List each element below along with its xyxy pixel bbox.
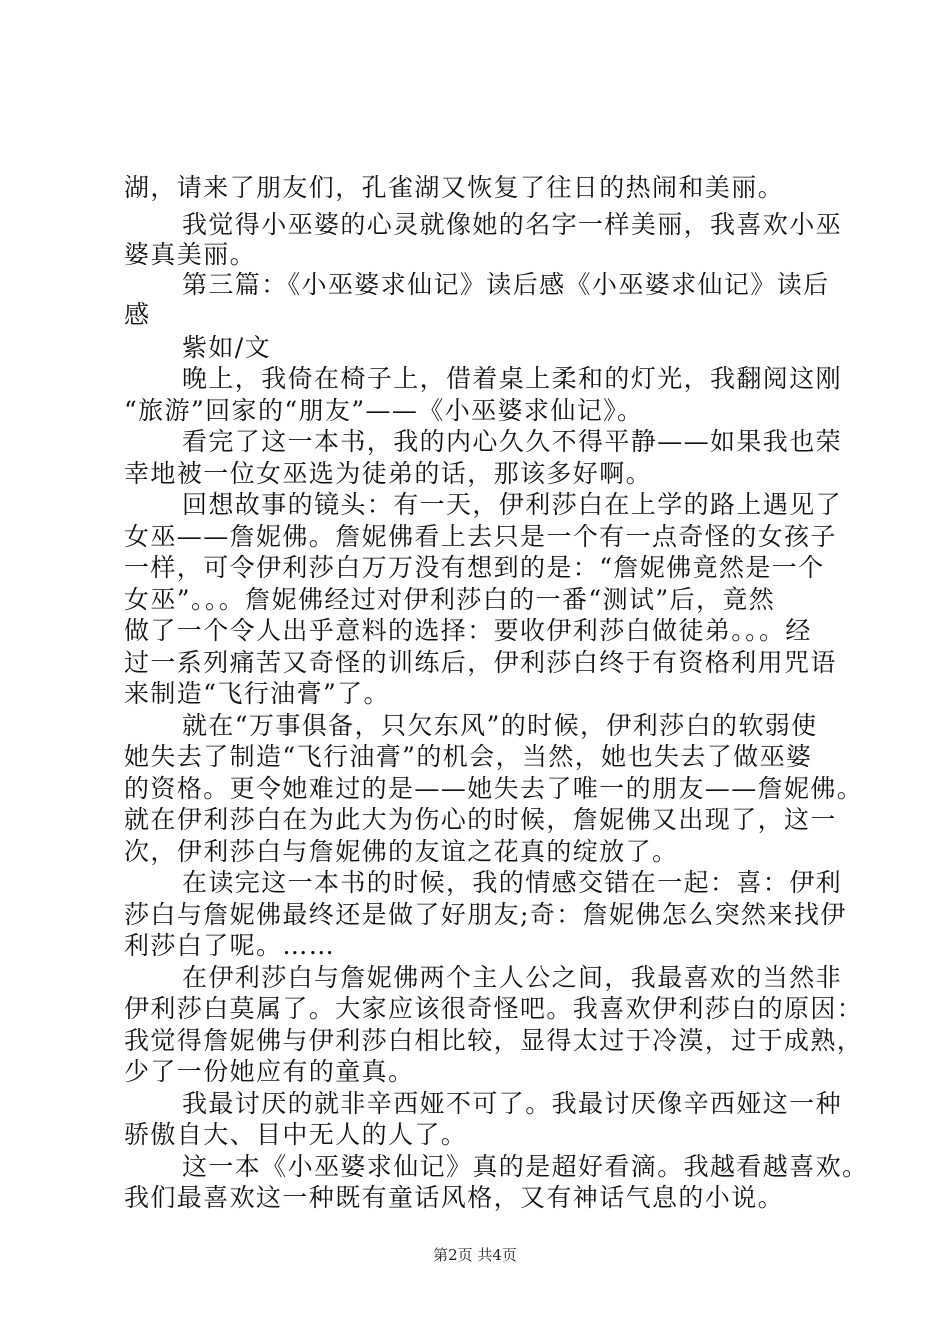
text-line: 回想故事的镜头：有一天，伊利莎白在上学的路上遇见了	[182, 490, 843, 519]
text-line: 紫如/文	[182, 333, 272, 362]
text-line: 第三篇：《小巫婆求仙记》读后感《小巫婆求仙记》读后	[182, 270, 830, 299]
text-line: 来制造“飞行油膏”了。	[124, 679, 390, 708]
text-line: 婆真美丽。	[124, 240, 257, 269]
text-line: 伊利莎白莫属了。大家应该很奇怪吧。我喜欢伊利莎白的原因：	[124, 994, 864, 1023]
text-line: “旅游”回家的“朋友”——《小巫婆求仙记》。	[124, 396, 644, 425]
text-line: 在伊利莎白与詹妮佛两个主人公之间，我最喜欢的当然非	[182, 963, 843, 992]
text-line: 的资格。更令她难过的是——她失去了唯一的朋友——詹妮佛。	[124, 774, 864, 803]
text-line: 我们最喜欢这一种既有童话风格，又有神话气息的小说。	[124, 1183, 785, 1212]
text-line: 我最讨厌的就非辛西娅不可了。我最讨厌像辛西娅这一种	[182, 1089, 843, 1118]
text-line: 看完了这一本书，我的内心久久不得平静——如果我也荣	[182, 427, 843, 456]
text-line: 晚上，我倚在椅子上，借着桌上柔和的灯光，我翻阅这刚	[182, 364, 843, 393]
text-line: 女巫——詹妮佛。詹妮佛看上去只是一个有一点奇怪的女孩子	[124, 522, 837, 551]
text-line: 女巫”。。。詹妮佛经过对伊利莎白的一番“测试”后，竟然	[124, 585, 776, 614]
text-line: 就在伊利莎白在为此大为伤心的时候，詹妮佛又出现了，这一	[124, 805, 837, 834]
text-line: 次，伊利莎白与詹妮佛的友谊之花真的绽放了。	[124, 837, 679, 866]
page-footer: 第2页 共4页	[433, 1246, 517, 1264]
text-line: 湖，请来了朋友们，孔雀湖又恢复了往日的热闹和美丽。	[124, 173, 785, 202]
text-line: 少了一份她应有的童真。	[124, 1057, 415, 1086]
text-line: 我觉得詹妮佛与伊利莎白相比较，显得太过于冷漠，过于成熟，	[124, 1026, 864, 1055]
text-line: 她失去了制造“飞行油膏”的机会，当然，她也失去了做巫婆	[124, 742, 813, 771]
text-line: 就在“万事俱备，只欠东风”的时候，伊利莎白的软弱使	[182, 711, 818, 740]
text-line: 骄傲自大、目中无人的人了。	[124, 1120, 468, 1149]
text-line: 做了一个令人出乎意料的选择：要收伊利莎白做徒弟。。。经	[124, 616, 812, 645]
text-line: 这一本《小巫婆求仙记》真的是超好看滴。我越看越喜欢。	[182, 1152, 869, 1181]
text-line: 过一系列痛苦又奇怪的训练后，伊利莎白终于有资格利用咒语	[124, 648, 837, 677]
text-line: 在读完这一本书的时候，我的情感交错在一起：喜：伊利	[182, 868, 843, 897]
text-line: 一样，可令伊利莎白万万没有想到的是：“詹妮佛竟然是一个	[124, 553, 825, 582]
text-line: 利莎白了呢。……	[124, 931, 336, 960]
text-line: 幸地被一位女巫选为徒弟的话，那该多好啊。	[124, 459, 653, 488]
text-line: 我觉得小巫婆的心灵就像她的名字一样美丽，我喜欢小巫	[182, 210, 843, 239]
text-line: 感	[124, 300, 151, 329]
text-line: 莎白与詹妮佛最终还是做了好朋友;奇：詹妮佛怎么突然来找伊	[124, 900, 847, 929]
